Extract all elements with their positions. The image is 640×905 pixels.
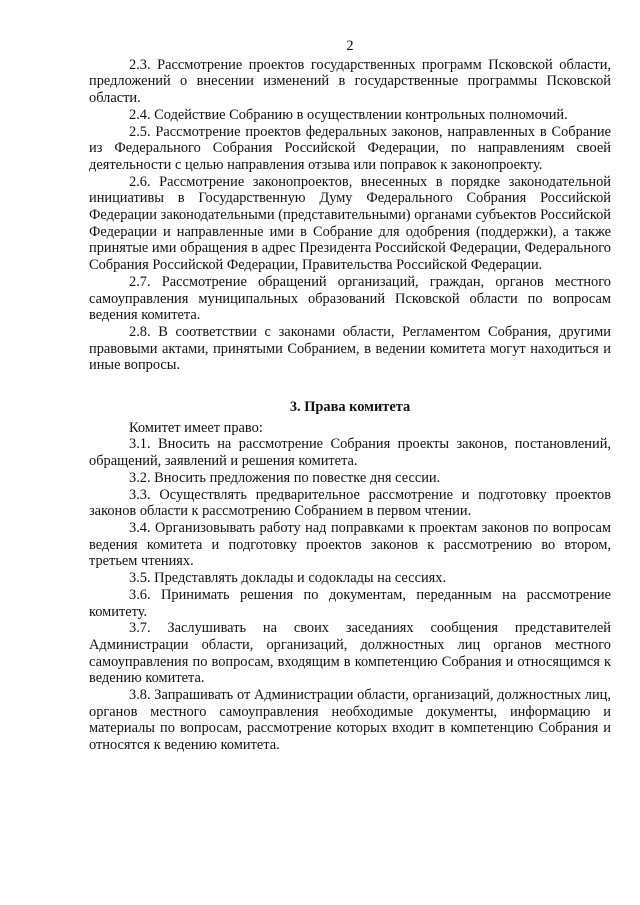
paragraph-p2-7 (89, 274, 611, 324)
paragraph-line: 3.3. Осуществлять предварительное рассмотрение и подготовку проектов (129, 486, 611, 503)
paragraph-intro (89, 420, 611, 437)
paragraph-line: инициативы в Государственную Думу Федерального Собрания Российской (89, 190, 611, 207)
paragraph-line: 3.8. Запрашивать от Администрации области, организаций, должностных (129, 687, 582, 704)
paragraph-p3-6 (89, 587, 611, 620)
paragraph-line: Федерации, Федерального Собрания Российской Федерации, Правительства (89, 240, 612, 274)
paragraph-p3-7 (89, 620, 611, 687)
paragraph-line: к законопроекту. (440, 156, 543, 173)
paragraph-p2-5 (89, 124, 611, 174)
paragraph-line: в Собрание из Федерального Собрания Российской Федерации, (89, 123, 611, 157)
paragraph-line: по вопросам ведения комитета и подготовку проектов законов к рассмотрению (89, 519, 611, 553)
sections-3-paragraphs (89, 420, 611, 754)
paragraph-line: 2.8. В соответствии с законами области, Регламентом Собрания, другими (129, 323, 611, 340)
paragraph-line: (поддержки), а также принятые ими обращения в адрес Президента Российской (89, 223, 611, 257)
paragraph-p3-3 (89, 487, 611, 520)
paragraph-line: ведения комитета. (89, 307, 201, 324)
paragraph-line: Собрания и относятся к ведению комитета. (89, 720, 611, 754)
paragraph-line: комитету. (89, 603, 148, 620)
paragraph-line: находиться и иные вопросы. (89, 340, 611, 374)
paragraph-line: 3.2. Вносить предложения по повестке дня сессии. (129, 469, 441, 486)
paragraph-line: 2.7. Рассмотрение обращений организаций, граждан, органов местного (129, 273, 611, 290)
paragraph-line: 3.6. Принимать решения по документам, переданным на рассмотрение (129, 586, 611, 603)
paragraph-line: 3.4. Организовывать работу над поправками к проектам законов (129, 519, 529, 536)
paragraph-p3-8 (89, 687, 611, 754)
paragraph-p2-6 (89, 174, 611, 274)
paragraph-line: лиц, органов местного самоуправления необходимые документы, информацию (89, 687, 611, 720)
paragraph-line: 2.4. Содействие Собранию в осуществлении контрольных полномочий. (129, 106, 568, 123)
paragraph-p2-4 (89, 107, 611, 124)
paragraph-line: 2.3. Рассмотрение проектов государственных программ Псковской (129, 56, 553, 73)
paragraph-line: области, предложений о внесении изменений в государственные программы (89, 56, 611, 90)
paragraph-line: 2.6. Рассмотрение законопроектов, внесенных в порядке законодательной (129, 173, 611, 190)
paragraph-line: Администрации области, организаций, должностных лиц органов местного (89, 636, 611, 653)
paragraph-p2-3 (89, 57, 611, 107)
paragraph-line: Российской Федерации и направленные ими в Собрание для одобрения (89, 207, 612, 240)
paragraph-p3-4 (89, 520, 611, 570)
paragraph-line: во втором, третьем чтениях. (89, 536, 611, 570)
paragraph-line: 3.7. Заслушивать на своих заседаниях сообщения представителей (129, 620, 611, 637)
paragraph-line: самоуправления по вопросам, входящим в компетенцию Собрания (89, 653, 502, 670)
paragraph-p2-8 (89, 324, 611, 374)
sections-2-paragraphs (89, 57, 611, 374)
paragraph-line: Российской Федерации. (396, 257, 543, 274)
paragraph-line: Федерации законодательными (представительными) органами субъектов (89, 207, 537, 224)
paragraph-p3-1 (89, 436, 611, 469)
paragraph-line: законов области к рассмотрению Собранием в первом чтении. (89, 503, 472, 520)
paragraph-line: правовыми актами, принятыми Собранием, в ведении комитета могут (89, 340, 526, 357)
document-content (89, 38, 611, 754)
paragraph-line: Комитет имеет право: (129, 419, 263, 436)
paragraph-p3-2 (89, 470, 611, 487)
paragraph-line: 3.1. Вносить на рассмотрение Собрания проекты законов, постановлений, (129, 436, 611, 453)
paragraph-p3-5 (89, 570, 611, 587)
paragraph-line: Псковской области. (89, 73, 611, 107)
paragraph-line: 2.5. Рассмотрение проектов федеральных законов, направленных (129, 123, 536, 140)
section-title: 3. Права комитета (289, 399, 411, 416)
paragraph-line: по направлениям своей деятельности с целью направления отзыва или поправок (89, 140, 611, 173)
page-number: 2 (346, 38, 354, 54)
paragraph-line: обращений, заявлений и решения комитета. (89, 453, 358, 470)
paragraph-line: самоуправления муниципальных образований Псковской области по вопросам (89, 290, 611, 307)
paragraph-line: и материалы по вопросам, рассмотрение которых входит в компетенцию (89, 703, 611, 737)
paragraph-line: и относящимся к ведению комитета. (89, 653, 611, 687)
paragraph-line: 3.5. Представлять доклады и содоклады на сессиях. (129, 570, 447, 587)
